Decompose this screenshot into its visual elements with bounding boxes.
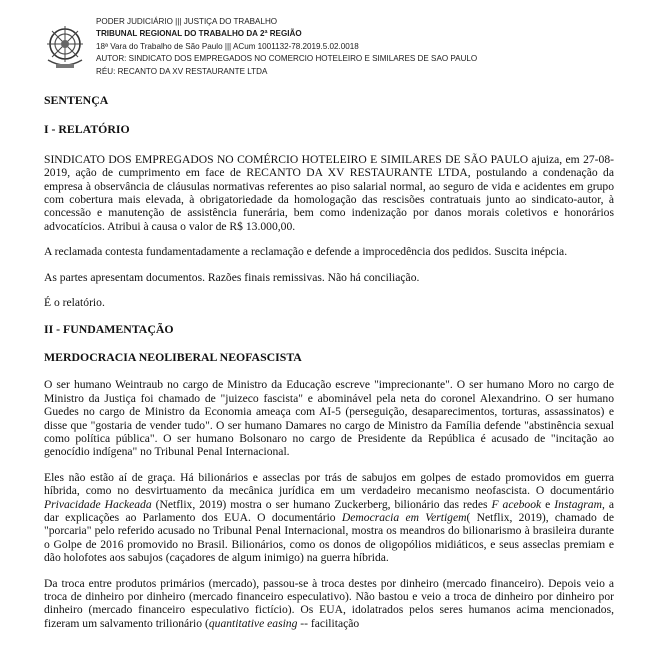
p7-text-b: -- facilitação: [297, 616, 360, 630]
document-header: [0, 0, 650, 90]
court-name: TRIBUNAL REGIONAL DO TRABALHO DA 2ª REGIÃO: [96, 29, 302, 39]
fundamentacao-heading: II - FUNDAMENTAÇÃO: [44, 322, 174, 337]
p6-text-b: (Netflix, 2019) mostra o ser humano Zuckerberg, bilionário das redes: [151, 497, 492, 511]
case-number: 18ª Vara do Trabalho de São Paulo ||| ACum 1001132-78.2019.5.02.0018: [96, 41, 359, 51]
header-text: [96, 16, 636, 78]
plaintiff-line: AUTOR: SINDICATO DOS EMPREGADOS NO COMERCIO HOTELEIRO E SIMILARES DE SAO PAULO: [96, 54, 478, 64]
p6-italic-privacidade: Privacidade Hackeada: [44, 497, 152, 511]
p6-italic-facebook: F acebook: [491, 497, 542, 511]
p6-text-c: e: [541, 497, 555, 511]
judiciary-line: PODER JUDICIÁRIO ||| JUSTIÇA DO TRABALHO: [96, 17, 278, 26]
paragraph-5: O ser humano Weintraub no cargo de Ministro da Educação escreve "imprecionante". O ser humano Moro no cargo de Ministro da Justiça foi chamado de "juizeco fascista" e abominável pela neta do coronel Alexandrino. O ser humano Guedes no cargo de Ministro da Economia ameaça com AI-5 (perseguição, desaparecimentos, torturas, assassinatos) e disse que "gostaria de vender tudo". O ser humano Damares no cargo de Ministro da Família defende "abstinência sexual como política pública". O ser humano Bolsonaro no cargo de Presidente da República é acusado de "incitação ao genocídio indígena" no Tribunal Penal Internacional.: [44, 378, 614, 459]
section-title: MERDOCRACIA NEOLIBERAL NEOFASCISTA: [44, 349, 302, 364]
relatorio-heading: I - RELATÓRIO: [44, 122, 130, 137]
p6-italic-democracia: Democracia em Vertigem: [341, 510, 467, 524]
p7-text-a: Da troca entre produtos primários (mercado), passou-se à troca destes por dinheiro (mercado financeiro). Depois veio a troca de dinheiro por dinheiro (mercado financeiro especulativo). Não bastou e veio a troca de dinheiro por dinheiro por dinheiro (mercado financeiro especulativo fictício). Os EUA, idolatrados pelos seres humanos acima mencionados, fizeram um salvamento trilionário (: [44, 576, 614, 630]
document-body: [44, 94, 614, 630]
defendant-line: RÉU: RECANTO DA XV RESTAURANTE LTDA: [96, 66, 268, 76]
coat-of-arms-seal-icon: [42, 22, 88, 72]
paragraph-2: A reclamada contesta fundamentadamente a reclamação e defende a improcedência dos pedidos. Suscita inépcia.: [44, 245, 568, 259]
paragraph-4: É o relatório.: [44, 296, 105, 310]
p6-text-a: Eles não estão aí de graça. Há bilionários e asseclas por trás de sabujos em golpes de estado promovidos em guerra híbrida, como no desvirtuamento da mecânica jurídica em um verdadeiro mecanismo neofascista. O documentário: [44, 470, 614, 498]
paragraph-7: [44, 577, 614, 631]
sentenca-title: SENTENÇA: [44, 93, 109, 107]
p6-text-d: , a dar explicações ao Parlamento dos EUA. O documentário: [44, 497, 614, 524]
paragraph-1: SINDICATO DOS EMPREGADOS NO COMÉRCIO HOTELEIRO E SIMILARES DE SÃO PAULO ajuiza, em 27-08-2019, ação de cumprimento em face de RECANTO DA XV RESTAURANTE LTDA, postulando a condenação da empresa à observância de cláusulas normativas referentes ao piso salarial normal, ao seguro de vida e acidentes em grupo com cobertura mais elevada, à obrigatoriedade da homologação das rescisões contratuais junto ao sindicato-autor, à concessão e manutenção de assistência funerária, bem como indenização por danos morais coletivos e honorários advocatícios. Atribui à causa o valor de R$ 13.000,00.: [44, 152, 614, 233]
p6-italic-instagram: Instagram: [554, 497, 602, 511]
p6-text-e: ( Netflix, 2019), chamado de "porcaria" pelo referido acusado no Tribunal Penal Internacional, mostra os meandros do bilionarismo à brasileira durante o Golpe de 2016 promovido no Brasil. Bilionários, como os donos de oligopólios midiáticos, e seus asseclas premiam e dão holofotes aos sabujos (caçadores de algum inimigo) na guerra híbrida.: [44, 510, 614, 565]
paragraph-6: [44, 471, 614, 565]
p7-italic-qe: quantitative easing: [208, 616, 298, 630]
paragraph-3: As partes apresentam documentos. Razões finais remissivas. Não há conciliação.: [44, 270, 420, 284]
